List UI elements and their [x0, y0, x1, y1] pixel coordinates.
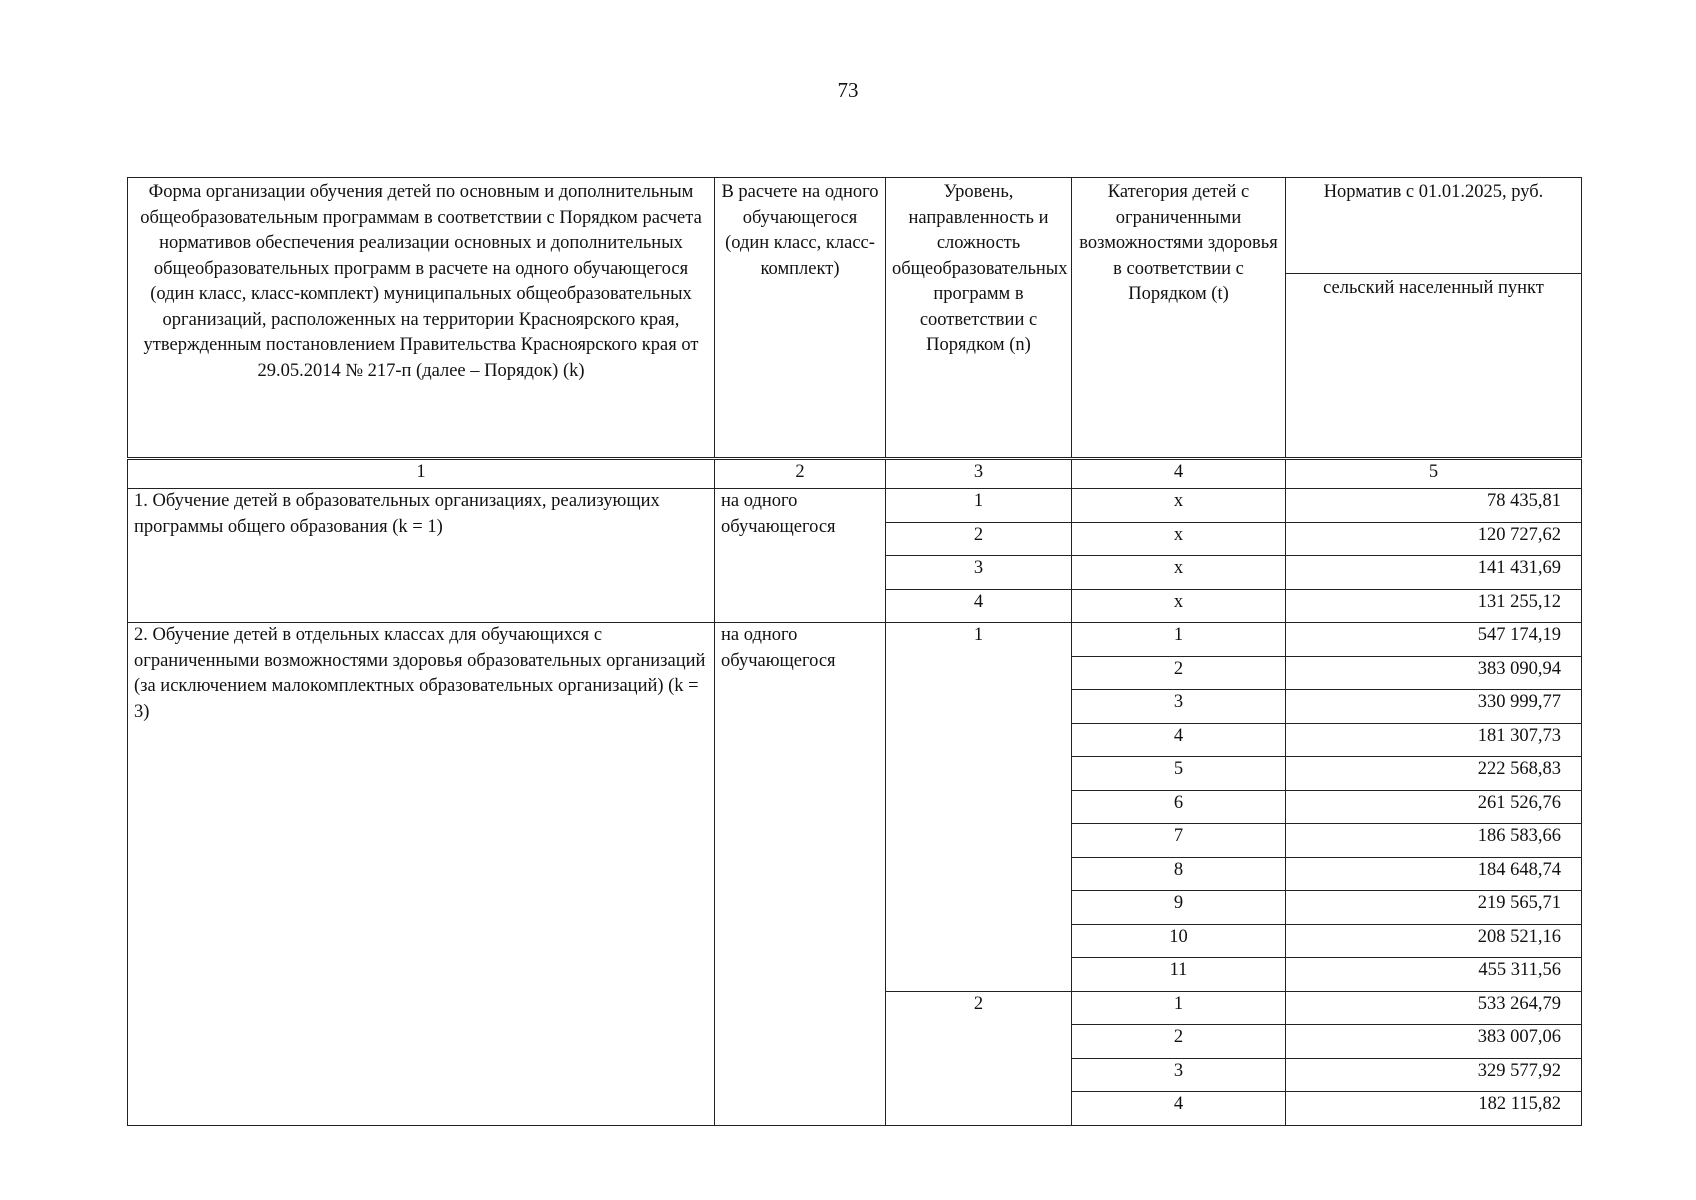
- category-cell: 8: [1072, 857, 1286, 891]
- value-cell: 184 648,74: [1286, 857, 1582, 891]
- category-cell: 6: [1072, 790, 1286, 824]
- category-cell: 4: [1072, 723, 1286, 757]
- value-cell: 261 526,76: [1286, 790, 1582, 824]
- value-cell: 181 307,73: [1286, 723, 1582, 757]
- header-form-of-education: Форма организации обучения детей по основным и дополнительным общеобразовательным программам в соответствии с Порядком расчета нормативов обеспечения реализации основных и дополнительных общеобразовательных программ в расчете на одного обучающегося (один класс, класс-комплект) муниципальных общеобразовательных организаций, расположенных на территории Красноярского края, утвержденным постановлением Правительства Красноярского края от 29.05.2014 № 217-п (далее – Порядок) (k): [128, 178, 715, 459]
- level-cell: 2: [886, 522, 1072, 556]
- header-rural-settlement: сельский населенный пункт: [1286, 274, 1582, 459]
- value-cell: 383 007,06: [1286, 1025, 1582, 1059]
- value-cell: 182 115,82: [1286, 1092, 1582, 1126]
- level-cell: 2: [886, 991, 1072, 1125]
- header-program-level: Уровень, направленность и сложность общеобразовательных программ в соответствии с Порядком (n): [886, 178, 1072, 459]
- category-cell: 4: [1072, 1092, 1286, 1126]
- column-number: 1: [128, 459, 715, 489]
- header-normative: Норматив с 01.01.2025, руб.: [1286, 178, 1582, 274]
- level-cell: 3: [886, 556, 1072, 590]
- value-cell: 329 577,92: [1286, 1058, 1582, 1092]
- category-cell: x: [1072, 522, 1286, 556]
- category-cell: x: [1072, 556, 1286, 590]
- table-row: [128, 623, 1582, 657]
- column-number: 2: [715, 459, 886, 489]
- column-number: 4: [1072, 459, 1286, 489]
- category-cell: 9: [1072, 891, 1286, 925]
- section-1-name: 1. Обучение детей в образовательных организациях, реализующих программы общего образования (k = 1): [128, 489, 715, 623]
- value-cell: 219 565,71: [1286, 891, 1582, 925]
- category-cell: 11: [1072, 958, 1286, 992]
- column-number: 5: [1286, 459, 1582, 489]
- section-1-per: на одного обучающегося: [715, 489, 886, 623]
- category-cell: 10: [1072, 924, 1286, 958]
- value-cell: 455 311,56: [1286, 958, 1582, 992]
- category-cell: 3: [1072, 690, 1286, 724]
- section-2-per: на одного обучающегося: [715, 623, 886, 1126]
- value-cell: 533 264,79: [1286, 991, 1582, 1025]
- category-cell: x: [1072, 589, 1286, 623]
- category-cell: 3: [1072, 1058, 1286, 1092]
- value-cell: 78 435,81: [1286, 489, 1582, 523]
- level-cell: 4: [886, 589, 1072, 623]
- table-row: [128, 489, 1582, 523]
- section-2-name: 2. Обучение детей в отдельных классах для обучающихся с ограниченными возможностями здоровья образовательных организаций (за исключением малокомплектных образовательных организаций) (k = 3): [128, 623, 715, 1126]
- category-cell: 2: [1072, 656, 1286, 690]
- category-cell: 2: [1072, 1025, 1286, 1059]
- category-cell: x: [1072, 489, 1286, 523]
- column-number-row: [128, 459, 1582, 489]
- header-child-category: Категория детей с ограниченными возможностями здоровья в соответствии с Порядком (t): [1072, 178, 1286, 459]
- value-cell: 131 255,12: [1286, 589, 1582, 623]
- level-cell: 1: [886, 489, 1072, 523]
- category-cell: 5: [1072, 757, 1286, 791]
- value-cell: 186 583,66: [1286, 824, 1582, 858]
- category-cell: 1: [1072, 623, 1286, 657]
- column-number: 3: [886, 459, 1072, 489]
- value-cell: 383 090,94: [1286, 656, 1582, 690]
- value-cell: 222 568,83: [1286, 757, 1582, 791]
- value-cell: 330 999,77: [1286, 690, 1582, 724]
- level-cell: 1: [886, 623, 1072, 992]
- page-number: 73: [837, 78, 859, 102]
- value-cell: 120 727,62: [1286, 522, 1582, 556]
- header-per-student: В расчете на одного обучающегося (один класс, класс-комплект): [715, 178, 886, 459]
- value-cell: 547 174,19: [1286, 623, 1582, 657]
- category-cell: 1: [1072, 991, 1286, 1025]
- value-cell: 208 521,16: [1286, 924, 1582, 958]
- normatives-table: [127, 177, 1582, 1126]
- category-cell: 7: [1072, 824, 1286, 858]
- value-cell: 141 431,69: [1286, 556, 1582, 590]
